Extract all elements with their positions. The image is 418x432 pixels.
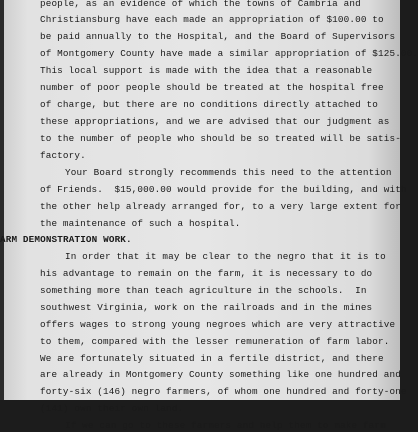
text-line: If we can go to these farmers and help them to make farm — [65, 420, 386, 431]
text-line: his advantage to remain on the farm, it is necessary to do — [40, 268, 373, 279]
text-line: (141) own their own land. — [40, 403, 184, 414]
text-line: are already in Montgomery County something like one hundred and — [40, 369, 401, 380]
text-line: This local support is made with the idea that a reasonable — [40, 65, 373, 76]
text-line: of charge, but there are no conditions directly attached to — [40, 99, 379, 110]
text-line: to them, compared with the lesser remuneration of farm labor. — [40, 336, 390, 347]
section-heading: ARM DEMONSTRATION WORK. — [0, 234, 132, 245]
text-line: factory. — [40, 150, 86, 161]
text-line: We are fortunately situated in a fertile district, and there — [40, 353, 384, 364]
text-line: something more than teach agriculture in the schools. In — [40, 285, 367, 296]
text-line: the maintenance of such a hospital. — [40, 218, 241, 229]
text-line: be paid annually to the Hospital, and the Board of Supervisors — [40, 31, 396, 42]
text-line: to the number of people who should be so treated will be satis- — [40, 133, 401, 144]
text-line: the other help already arranged for, to a very large extent for — [40, 201, 401, 212]
text-line: of Montgomery County have made a similar appropriation of $125.00. — [40, 48, 418, 59]
text-line: these appropriations, and we are advised that our judgment as — [40, 116, 390, 127]
text-line: Christiansburg have each made an appropriation of $100.00 to — [40, 14, 384, 25]
text-line: Your Board strongly recommends this need to the attention — [65, 167, 392, 178]
text-line: offers wages to strong young negroes which are very attractive — [40, 319, 396, 330]
text-line: In order that it may be clear to the negro that it is to — [65, 251, 386, 262]
text-line: southwest Virginia, work on the railroads and in the mines — [40, 302, 373, 313]
text-line: number of poor people should be treated at the hospital free — [40, 82, 384, 93]
text-line: of Friends. $15,000.00 would provide for the building, and with — [40, 184, 407, 195]
text-line: forty-six (146) negro farmers, of whom one hundred and forty-one — [40, 386, 407, 397]
text-line: people, as an evidence of which the towns of Cambria and — [40, 0, 361, 9]
